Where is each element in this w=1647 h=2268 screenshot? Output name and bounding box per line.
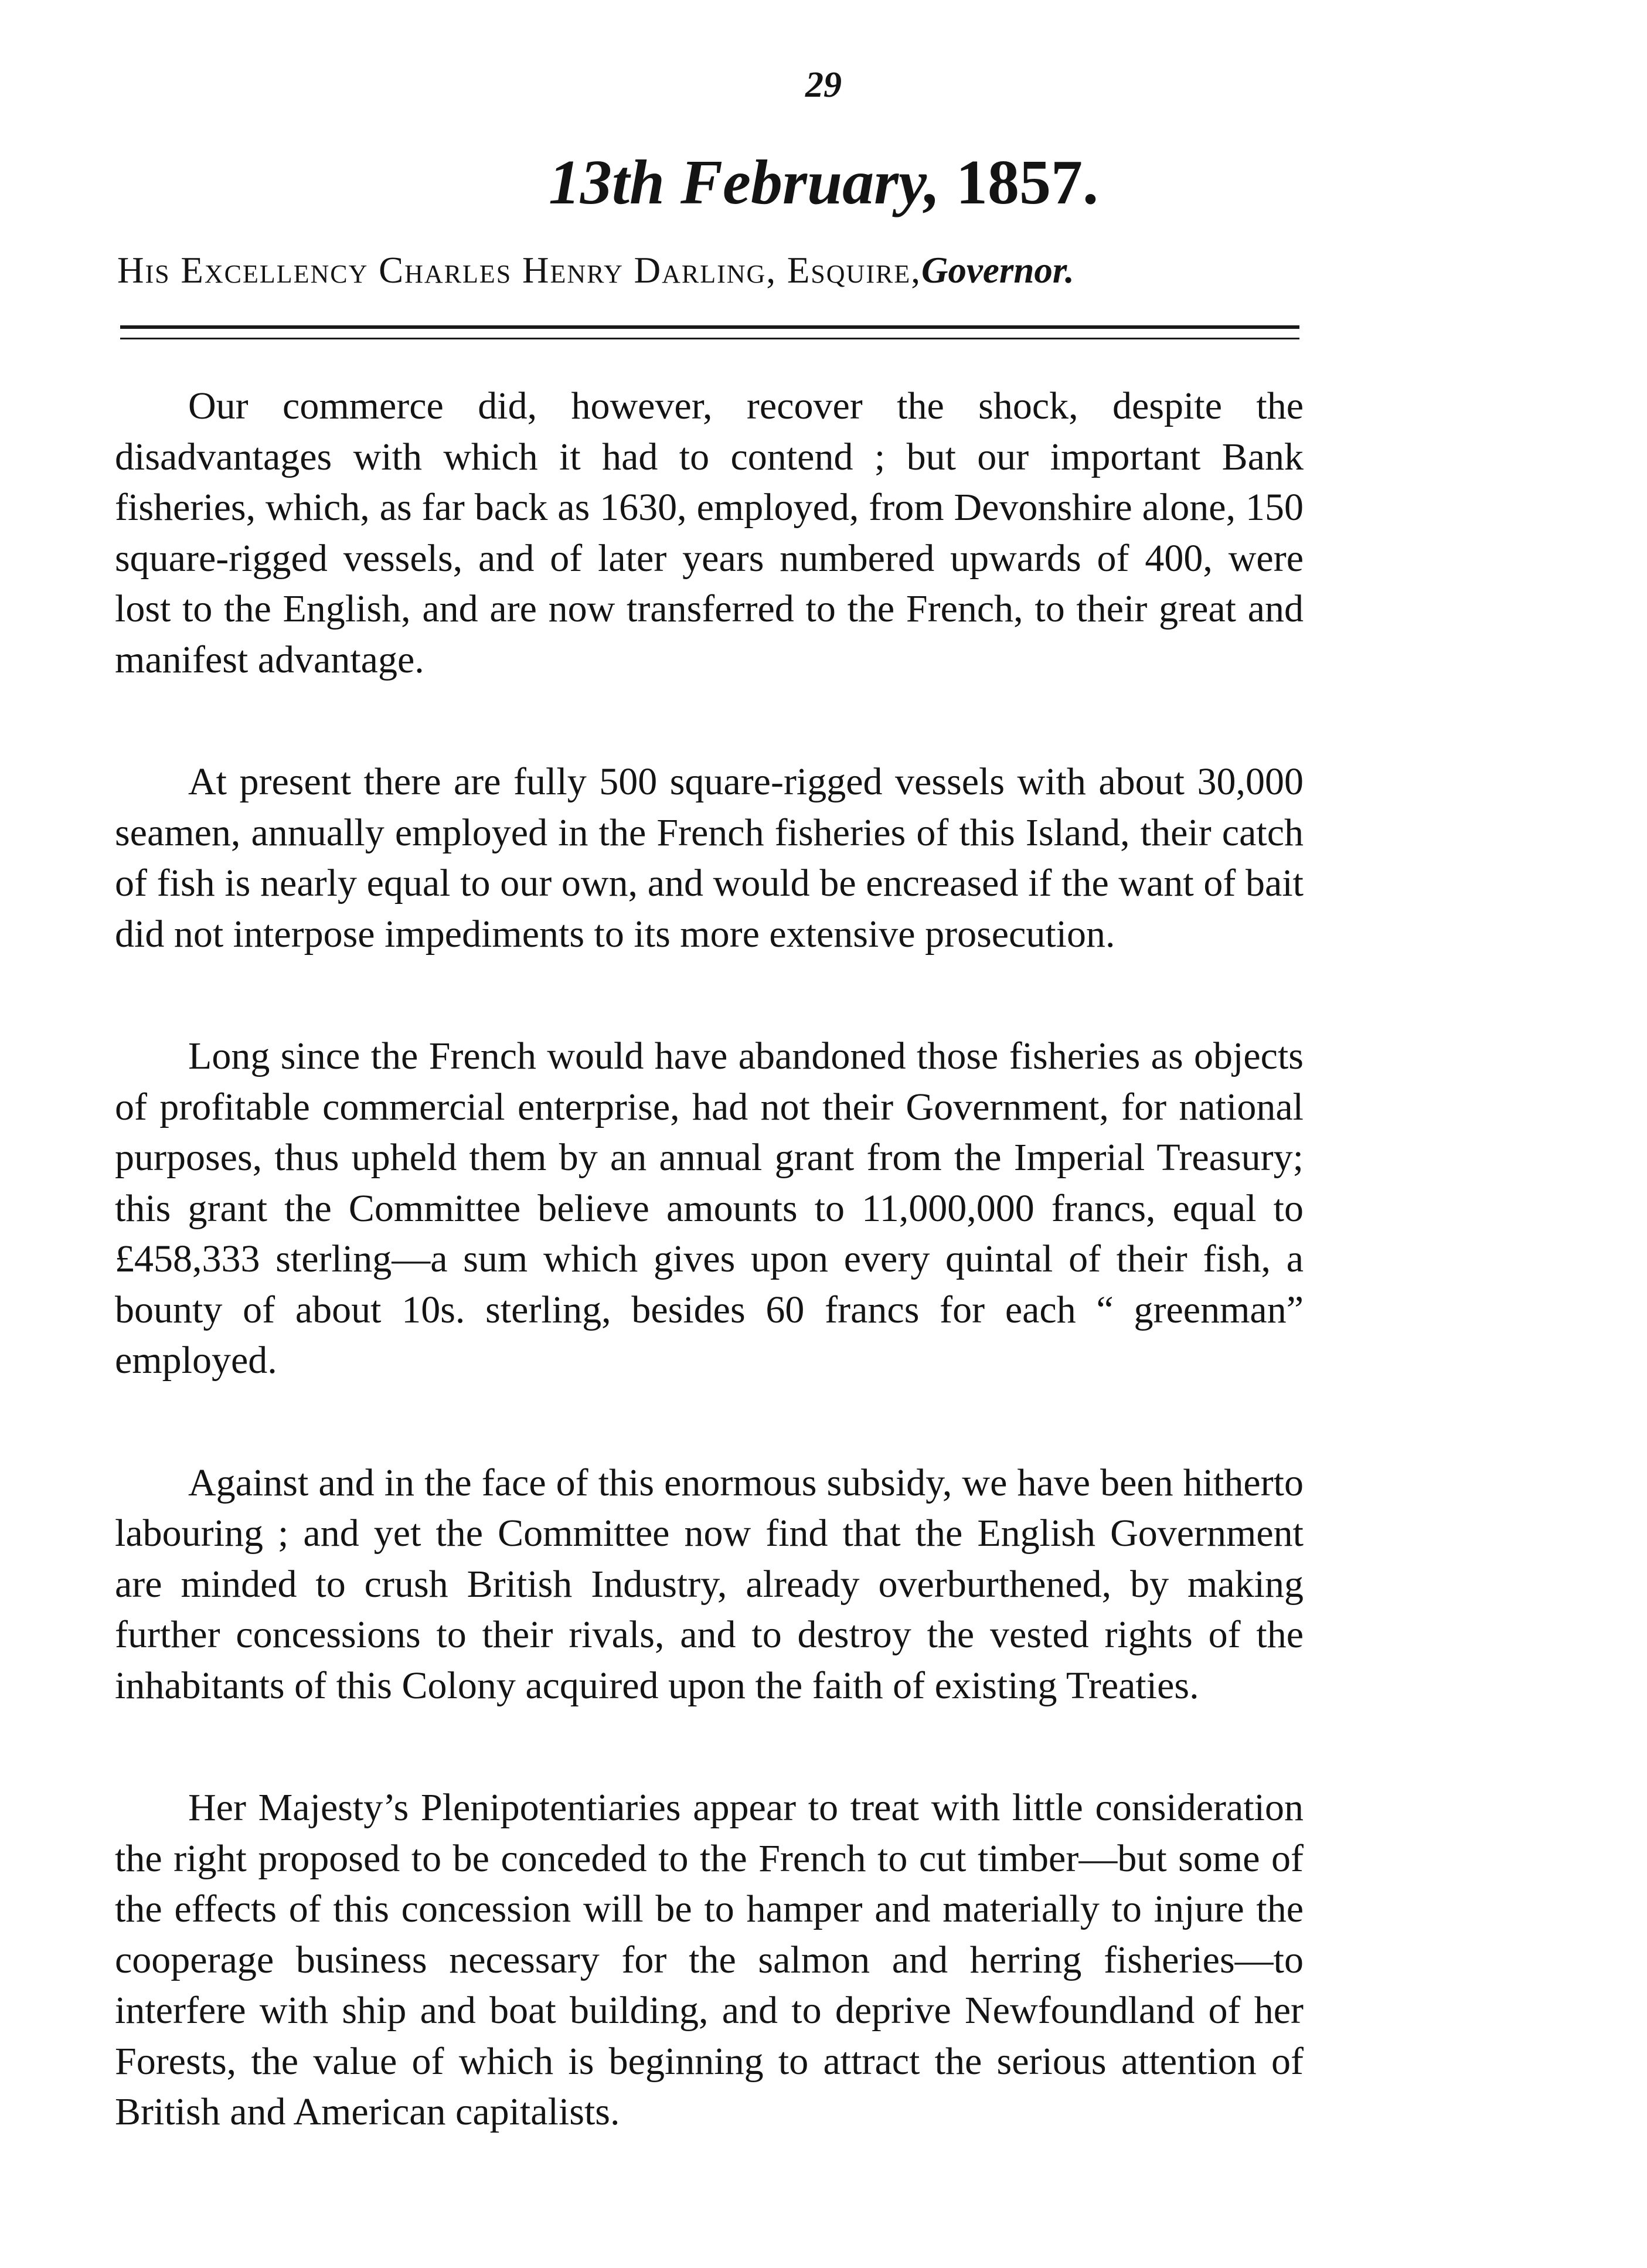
paragraph: At present there are fully 500 square-rigged vessels with about 30,000 seamen, annually employed in the French fisheries of this Island, their catch of fish is nearly equal to our own, and would be encreased if the want of bait did not interpose impediments to its more extensive prosecution. <box>115 760 1304 956</box>
paragraph: Our commerce did, however, recover the shock, despite the disadvantages with which it had to contend ; but our important Bank fisheries, which, as far back as 1630, employed, from Devonshire alone, 150 square-rigged vessels, and of later years numbered upwards of 400, were lost to the English, and are now transferred to the French, to their great and manifest advantage. <box>115 385 1304 681</box>
session-role: Governor. <box>921 250 1074 291</box>
heading-rule-thin <box>120 338 1299 339</box>
body-text <box>115 381 1304 2138</box>
paragraph: Her Majesty’s Plenipotentiaries appear to treat with little consideration the right proposed to be conceded to the French to cut timber—but some of the effects of this concession will be to hamper and materially to injure the cooperage business necessary for the salmon and herring fisheries—to interfere with ship and boat building, and to deprive Newfoundland of her Forests, the value of which is beginning to attract the serious attention of British and American capitalists. <box>115 1786 1304 2133</box>
date-heading <box>0 147 1647 219</box>
heading-rule-thick <box>120 325 1299 329</box>
paragraph: Against and in the face of this enormous subsidy, we have been hitherto labouring ; and yet the Committee now find that the English Government are minded to crush British Industry, already overburthened, by making further concessions to their rivals, and to destroy the vested rights of the inhabitants of this Colony acquired upon the faith of existing Treaties. <box>115 1461 1304 1707</box>
date-heading-year: 1857. <box>956 148 1099 217</box>
paragraph: Long since the French would have abandoned those fisheries as objects of profitable commercial enterprise, had not their Government, for national purposes, thus upheld them by an annual grant from the Imperial Treasury; this grant the Committee believe amounts to 11,000,000 francs, equal to £458,333 sterling—a sum which gives upon every quintal of their fish, a bounty of about 10s. sterling, besides 60 francs for each “ greenman” employed. <box>115 1035 1304 1382</box>
session-presiding-name: His Excellency Charles Henry Darling, Esquire, <box>117 250 921 291</box>
date-heading-day: 13th February, <box>548 148 941 217</box>
session-line <box>117 249 1301 292</box>
page-number: 29 <box>805 65 842 105</box>
